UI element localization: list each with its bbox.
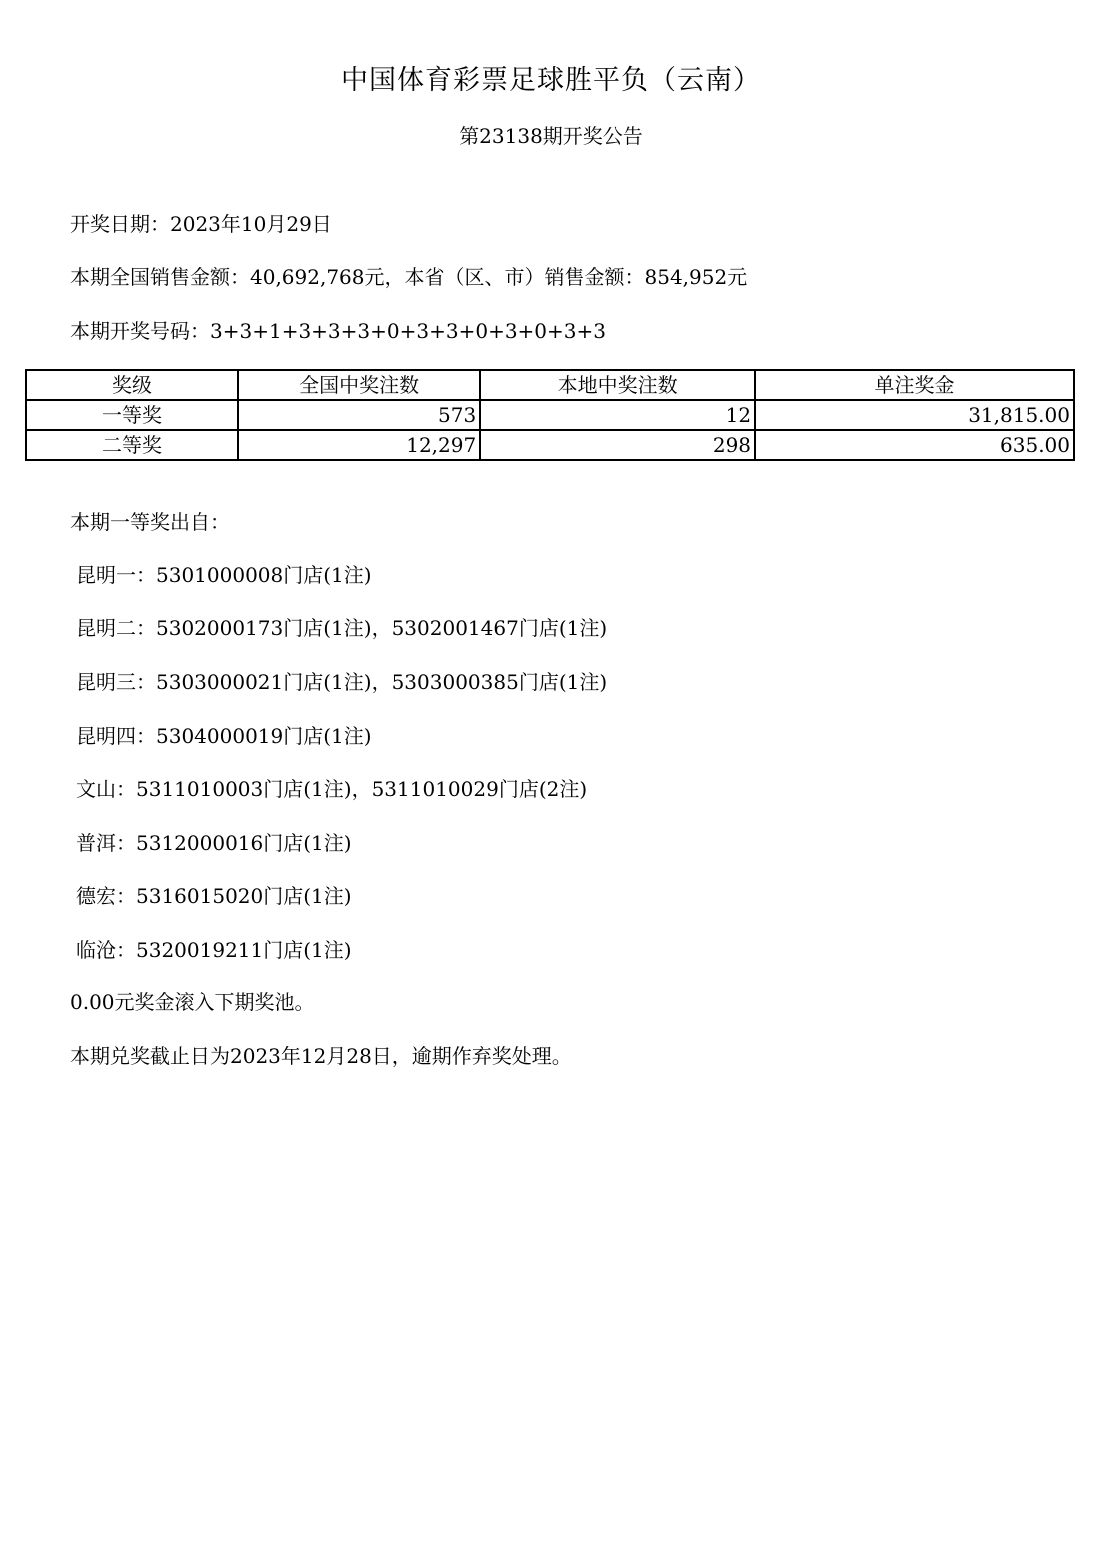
- list-item: 昆明四：5304000019门店(1注): [76, 724, 372, 748]
- prize-amount: 31,815.00: [755, 400, 1074, 430]
- list-item: 昆明三：5303000021门店(1注)，5303000385门店(1注): [76, 670, 608, 694]
- prize-level: 二等奖: [26, 430, 238, 460]
- col-header-local: 本地中奖注数: [480, 370, 755, 400]
- local-count: 12: [480, 400, 755, 430]
- list-item: 德宏：5316015020门店(1注): [76, 884, 352, 908]
- table-header-row: [26, 370, 1074, 400]
- list-item: 临沧：5320019211门店(1注): [76, 938, 352, 962]
- national-count: 12,297: [238, 430, 480, 460]
- sales-amount: 本期全国销售金额：40,692,768元，本省（区、市）销售金额：854,952元: [70, 265, 748, 289]
- prize-amount: 635.00: [755, 430, 1074, 460]
- table-row: [26, 430, 1074, 460]
- page-title: 中国体育彩票足球胜平负（云南）: [341, 65, 761, 96]
- list-item: 昆明二：5302000173门店(1注)，5302001467门店(1注): [76, 616, 608, 640]
- list-item: 文山：5311010003门店(1注)，5311010029门店(2注): [76, 777, 588, 801]
- col-header-national: 全国中奖注数: [238, 370, 480, 400]
- local-count: 298: [480, 430, 755, 460]
- list-item: 昆明一：5301000008门店(1注): [76, 563, 372, 587]
- national-count: 573: [238, 400, 480, 430]
- deadline-note: 本期兑奖截止日为2023年12月28日，逾期作弃奖处理。: [70, 1044, 572, 1068]
- prize-table: [25, 369, 1075, 461]
- col-header-level: 奖级: [26, 370, 238, 400]
- prize-level: 一等奖: [26, 400, 238, 430]
- list-item: 普洱：5312000016门店(1注): [76, 831, 352, 855]
- winning-numbers: 本期开奖号码：3+3+1+3+3+3+0+3+3+0+3+0+3+3: [70, 319, 606, 343]
- draw-date: 开奖日期：2023年10月29日: [70, 212, 332, 236]
- table-row: [26, 400, 1074, 430]
- page-subtitle: 第23138期开奖公告: [459, 124, 643, 148]
- winners-intro: 本期一等奖出自：: [70, 510, 230, 534]
- rollover-note: 0.00元奖金滚入下期奖池。: [70, 990, 315, 1014]
- col-header-prize: 单注奖金: [755, 370, 1074, 400]
